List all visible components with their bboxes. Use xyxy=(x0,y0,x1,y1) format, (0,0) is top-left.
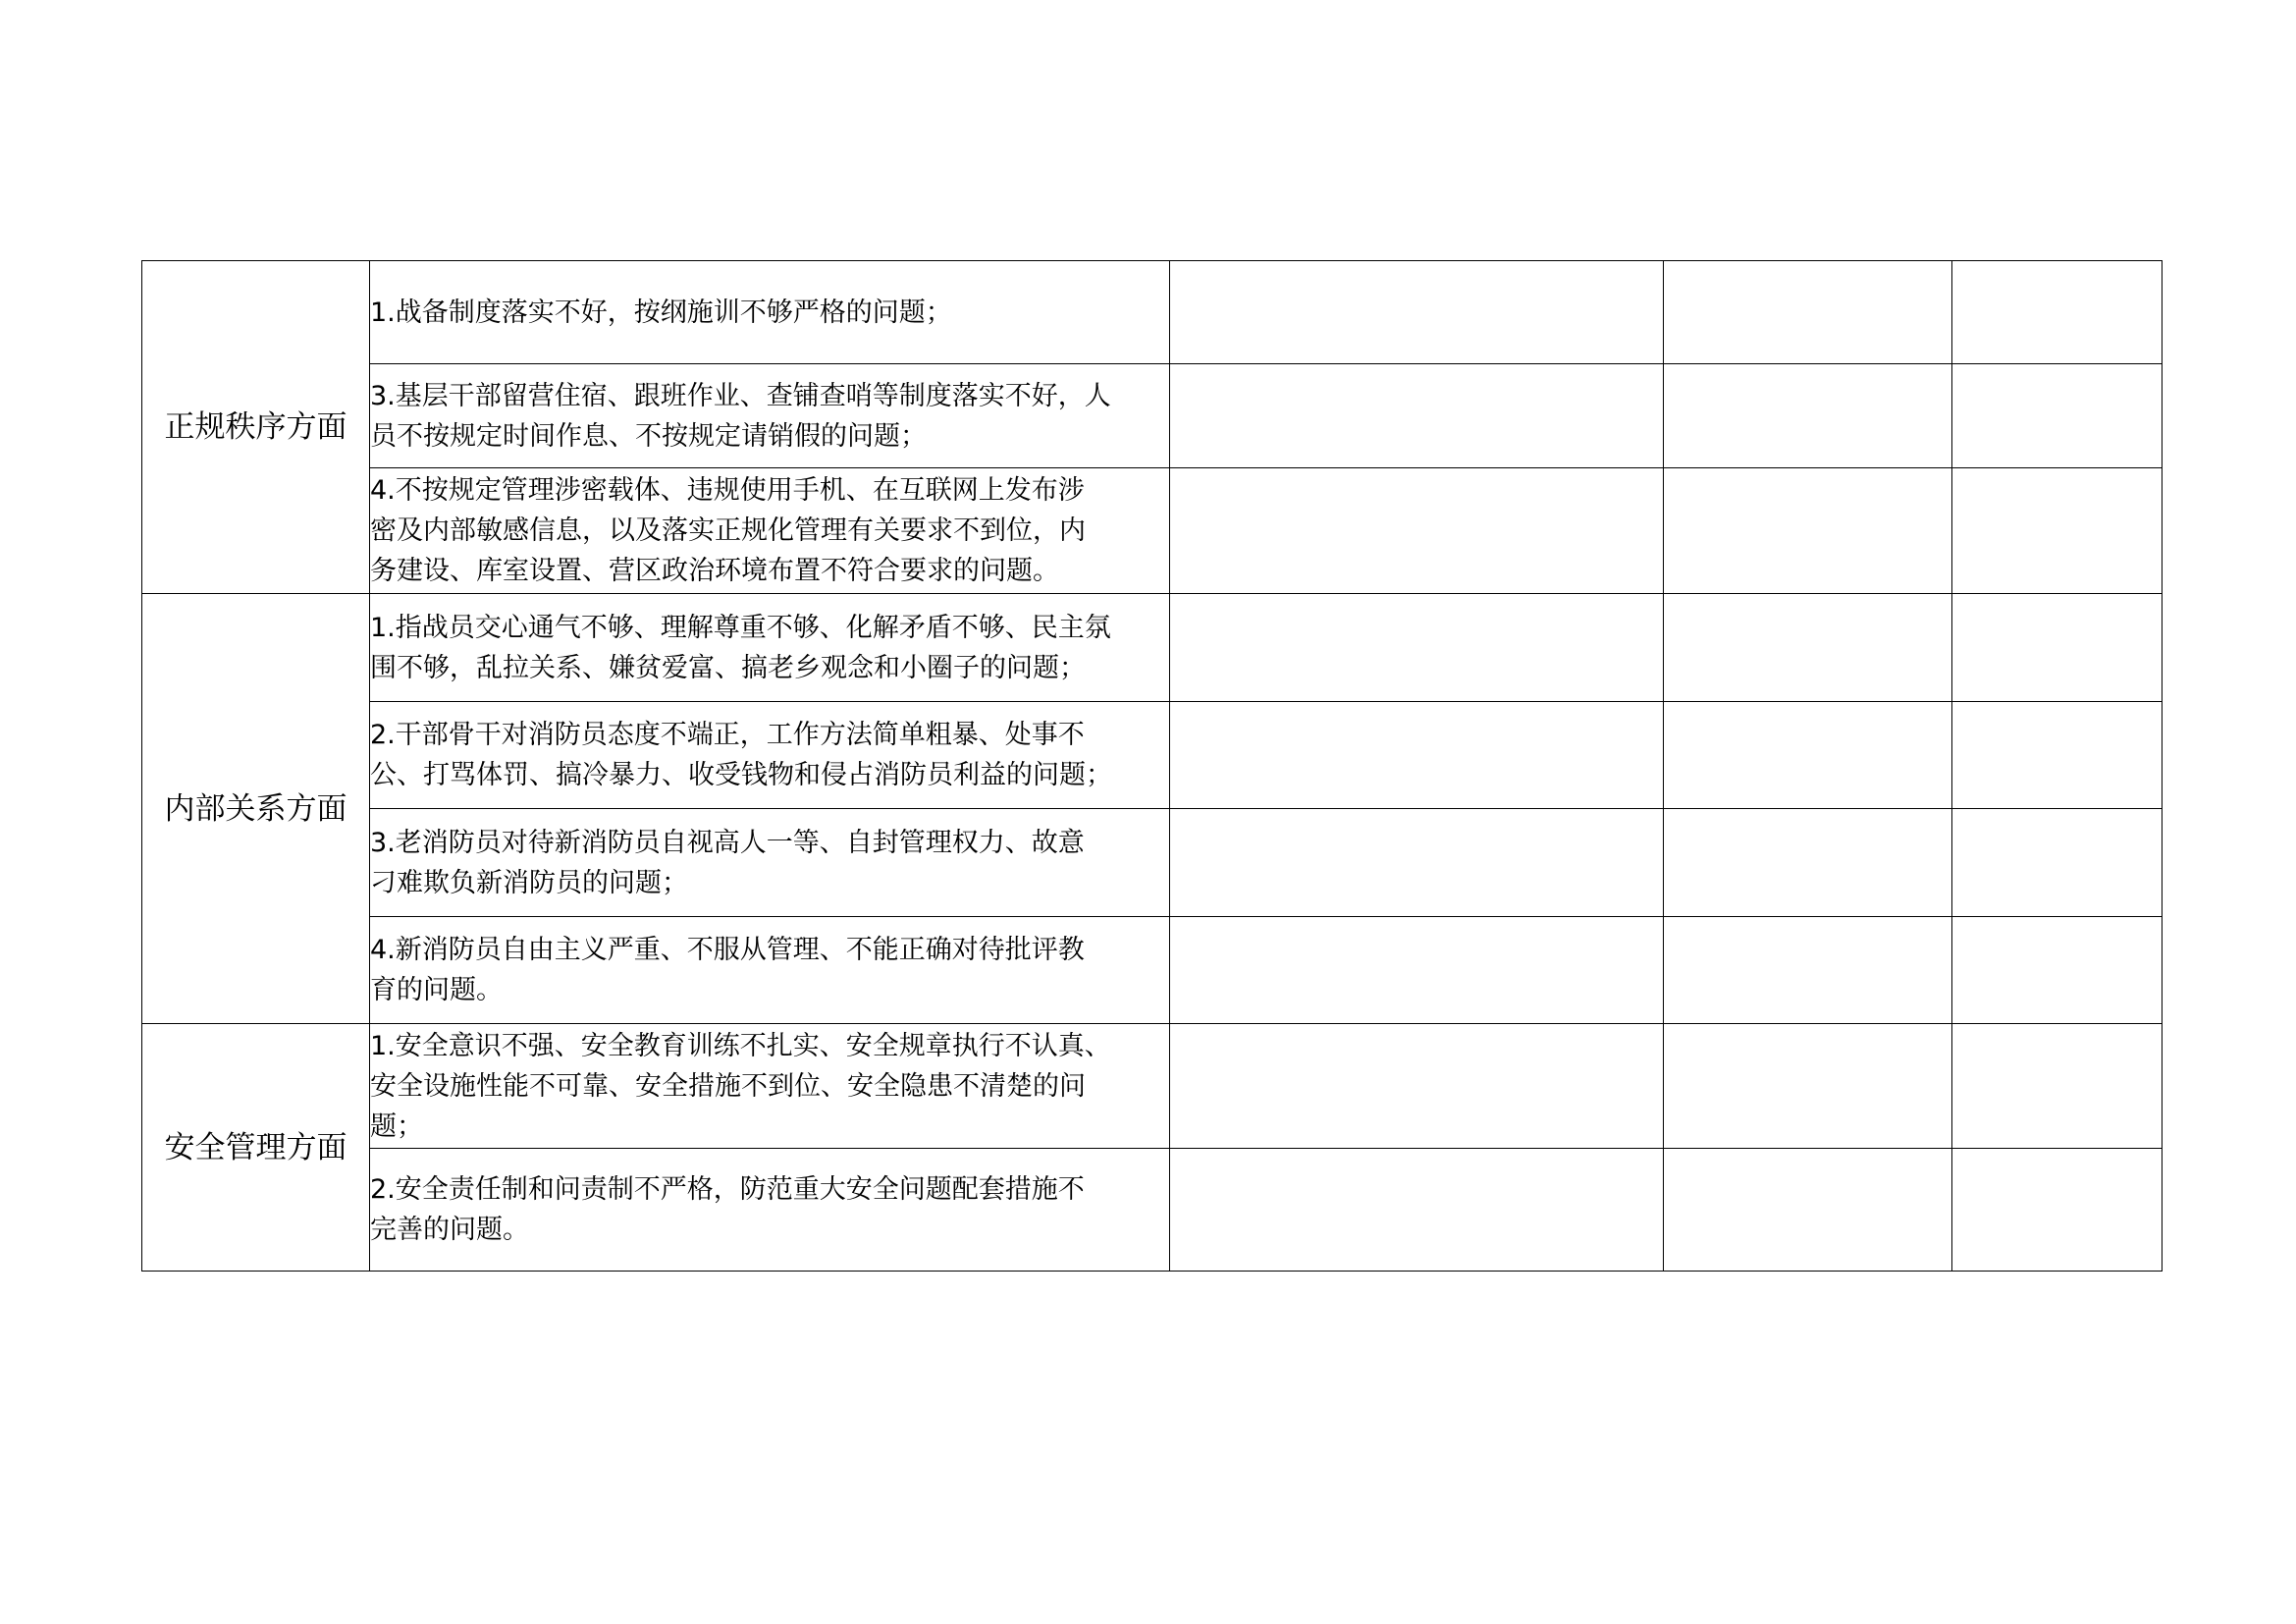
table-row xyxy=(142,594,2163,702)
problem-item: 3.老消防员对待新消防员自视高人一等、自封管理权力、故意 刁难欺负新消防员的问题； xyxy=(370,809,1170,917)
problem-item: 4.新消防员自由主义严重、不服从管理、不能正确对待批评教 育的问题。 xyxy=(370,917,1170,1024)
remarks-cell[interactable] xyxy=(1952,1149,2163,1272)
remarks-cell[interactable] xyxy=(1952,261,2163,364)
measures-cell[interactable] xyxy=(1664,468,1952,594)
self-check-cell[interactable] xyxy=(1170,468,1664,594)
problem-item: 3.基层干部留营住宿、跟班作业、查铺查哨等制度落实不好，人 员不按规定时间作息、不按规定请销假的问题； xyxy=(370,364,1170,468)
table-row xyxy=(142,809,2163,917)
self-check-cell[interactable] xyxy=(1170,364,1664,468)
self-check-cell[interactable] xyxy=(1170,1024,1664,1149)
remarks-cell[interactable] xyxy=(1952,364,2163,468)
self-check-cell[interactable] xyxy=(1170,917,1664,1024)
measures-cell[interactable] xyxy=(1664,594,1952,702)
inspection-checklist-table xyxy=(141,260,2163,1272)
section-title: 内部关系方面 xyxy=(142,594,370,1024)
table-row xyxy=(142,1024,2163,1149)
table-row xyxy=(142,468,2163,594)
self-check-cell[interactable] xyxy=(1170,1149,1664,1272)
remarks-cell[interactable] xyxy=(1952,1024,2163,1149)
remarks-cell[interactable] xyxy=(1952,594,2163,702)
remarks-cell[interactable] xyxy=(1952,468,2163,594)
problem-item: 2.安全责任制和问责制不严格，防范重大安全问题配套措施不 完善的问题。 xyxy=(370,1149,1170,1272)
measures-cell[interactable] xyxy=(1664,1024,1952,1149)
self-check-cell[interactable] xyxy=(1170,261,1664,364)
section-title: 正规秩序方面 xyxy=(142,261,370,594)
problem-item: 2.干部骨干对消防员态度不端正，工作方法简单粗暴、处事不 公、打骂体罚、搞冷暴力、收受钱物和侵占消防员利益的问题； xyxy=(370,702,1170,809)
measures-cell[interactable] xyxy=(1664,364,1952,468)
table-row xyxy=(142,364,2163,468)
self-check-cell[interactable] xyxy=(1170,702,1664,809)
measures-cell[interactable] xyxy=(1664,917,1952,1024)
table-row xyxy=(142,1149,2163,1272)
table-row xyxy=(142,702,2163,809)
problem-item: 1.安全意识不强、安全教育训练不扎实、安全规章执行不认真、 安全设施性能不可靠、安全措施不到位、安全隐患不清楚的问 题； xyxy=(370,1024,1170,1149)
measures-cell[interactable] xyxy=(1664,702,1952,809)
measures-cell[interactable] xyxy=(1664,809,1952,917)
self-check-cell[interactable] xyxy=(1170,809,1664,917)
remarks-cell[interactable] xyxy=(1952,917,2163,1024)
problem-item: 1.战备制度落实不好，按纲施训不够严格的问题； xyxy=(370,261,1170,364)
remarks-cell[interactable] xyxy=(1952,809,2163,917)
self-check-cell[interactable] xyxy=(1170,594,1664,702)
remarks-cell[interactable] xyxy=(1952,702,2163,809)
section-title: 安全管理方面 xyxy=(142,1024,370,1272)
problem-item: 4.不按规定管理涉密载体、违规使用手机、在互联网上发布涉 密及内部敏感信息，以及落实正规化管理有关要求不到位，内 务建设、库室设置、营区政治环境布置不符合要求的问题。 xyxy=(370,468,1170,594)
measures-cell[interactable] xyxy=(1664,261,1952,364)
table-row xyxy=(142,917,2163,1024)
problem-item: 1.指战员交心通气不够、理解尊重不够、化解矛盾不够、民主氛 围不够，乱拉关系、嫌贫爱富、搞老乡观念和小圈子的问题； xyxy=(370,594,1170,702)
measures-cell[interactable] xyxy=(1664,1149,1952,1272)
table-row xyxy=(142,261,2163,364)
